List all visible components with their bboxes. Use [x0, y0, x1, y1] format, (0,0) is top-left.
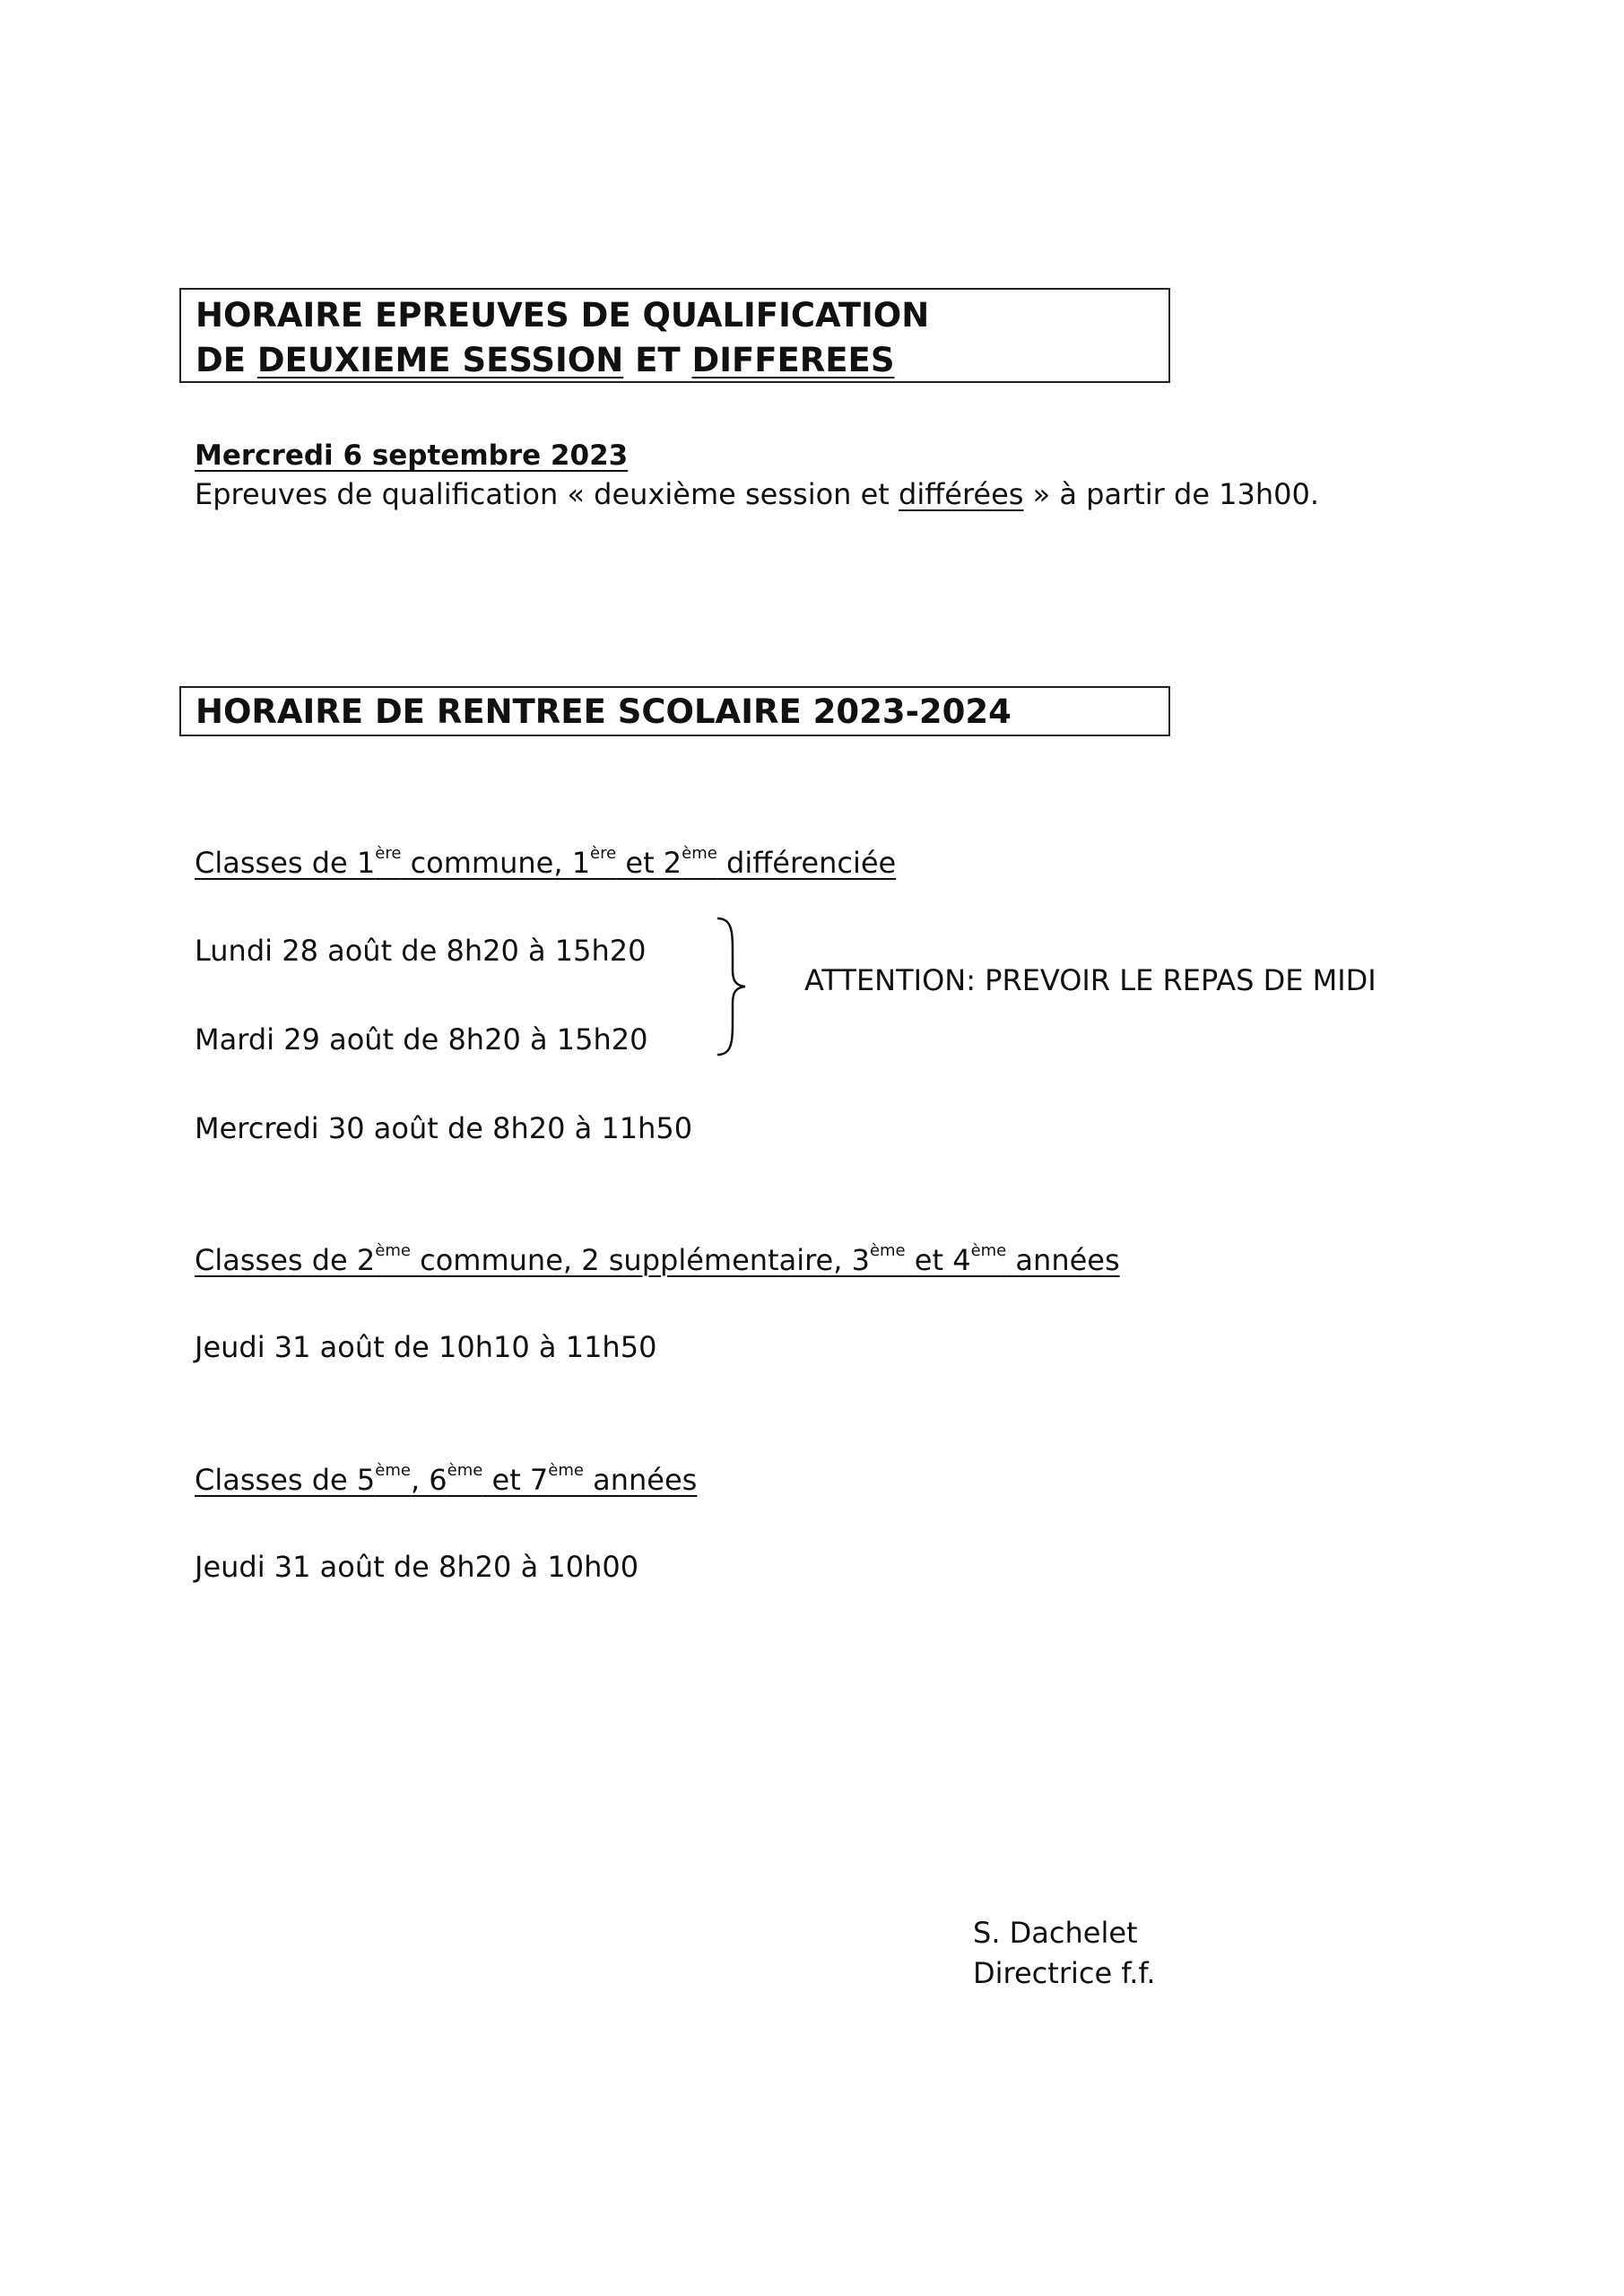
group1-heading	[195, 845, 896, 881]
group3-heading-part3: et 7	[482, 1463, 549, 1497]
qualification-title-line2	[195, 337, 894, 384]
group3-heading-sup3: ème	[548, 1461, 584, 1480]
group2-heading-sup1: ème	[375, 1241, 411, 1260]
title-differees: DIFFEREES	[691, 341, 895, 379]
qualification-text	[195, 476, 1319, 512]
group2-heading-part2: commune, 2 supplémentaire, 3	[410, 1243, 870, 1277]
title-deuxieme-session: DEUXIEME SESSION	[256, 341, 624, 379]
qualification-text-differees: différées	[899, 477, 1024, 511]
group1-heading-sup1: ère	[375, 844, 402, 863]
group2-heading-part4: années	[1006, 1243, 1120, 1277]
qualification-title-line1: HORAIRE EPREUVES DE QUALIFICATION	[195, 296, 930, 335]
group3-heading-sup1: ème	[375, 1461, 411, 1480]
rentree-title: HORAIRE DE RENTREE SCOLAIRE 2023-2024	[195, 692, 1012, 731]
group2-heading-part3: et 4	[905, 1243, 971, 1277]
group1-day-wednesday: Mercredi 30 août de 8h20 à 11h50	[195, 1111, 693, 1145]
curly-brace-icon	[713, 915, 758, 1058]
signature-name: S. Dachelet	[973, 1916, 1138, 1950]
signature-role: Directrice f.f.	[973, 1956, 1156, 1990]
qualification-date: Mercredi 6 septembre 2023	[195, 439, 629, 472]
group2-heading	[195, 1242, 1120, 1278]
qualification-text-prefix: Epreuves de qualification « deuxième session et	[195, 477, 899, 511]
group3-heading-part4: années	[583, 1463, 698, 1497]
group3-heading-part2: , 6	[410, 1463, 447, 1497]
group3-heading	[195, 1462, 697, 1498]
title-line2-prefix: DE	[195, 341, 257, 379]
group1-heading-part4: différenciée	[716, 846, 897, 880]
group2-day: Jeudi 31 août de 10h10 à 11h50	[195, 1330, 657, 1364]
group2-heading-part1: Classes de 2	[195, 1243, 376, 1277]
group1-heading-sup3: ème	[682, 844, 717, 863]
group1-heading-sup2: ère	[590, 844, 617, 863]
qualification-text-suffix: » à partir de 13h00.	[1023, 477, 1320, 511]
attention-note: ATTENTION: PREVOIR LE REPAS DE MIDI	[804, 963, 1376, 997]
group1-heading-part1: Classes de 1	[195, 846, 376, 880]
group1-heading-part2: commune, 1	[401, 846, 591, 880]
group1-day-monday: Lundi 28 août de 8h20 à 15h20	[195, 934, 647, 968]
group3-day: Jeudi 31 août de 8h20 à 10h00	[195, 1550, 639, 1584]
group3-heading-part1: Classes de 5	[195, 1463, 376, 1497]
group2-heading-sup3: ème	[970, 1241, 1007, 1260]
group3-heading-sup2: ème	[447, 1461, 483, 1480]
group1-day-tuesday: Mardi 29 août de 8h20 à 15h20	[195, 1022, 648, 1057]
title-line2-mid: ET	[623, 341, 692, 379]
group1-heading-part3: et 2	[616, 846, 682, 880]
group2-heading-sup2: ème	[869, 1241, 906, 1260]
